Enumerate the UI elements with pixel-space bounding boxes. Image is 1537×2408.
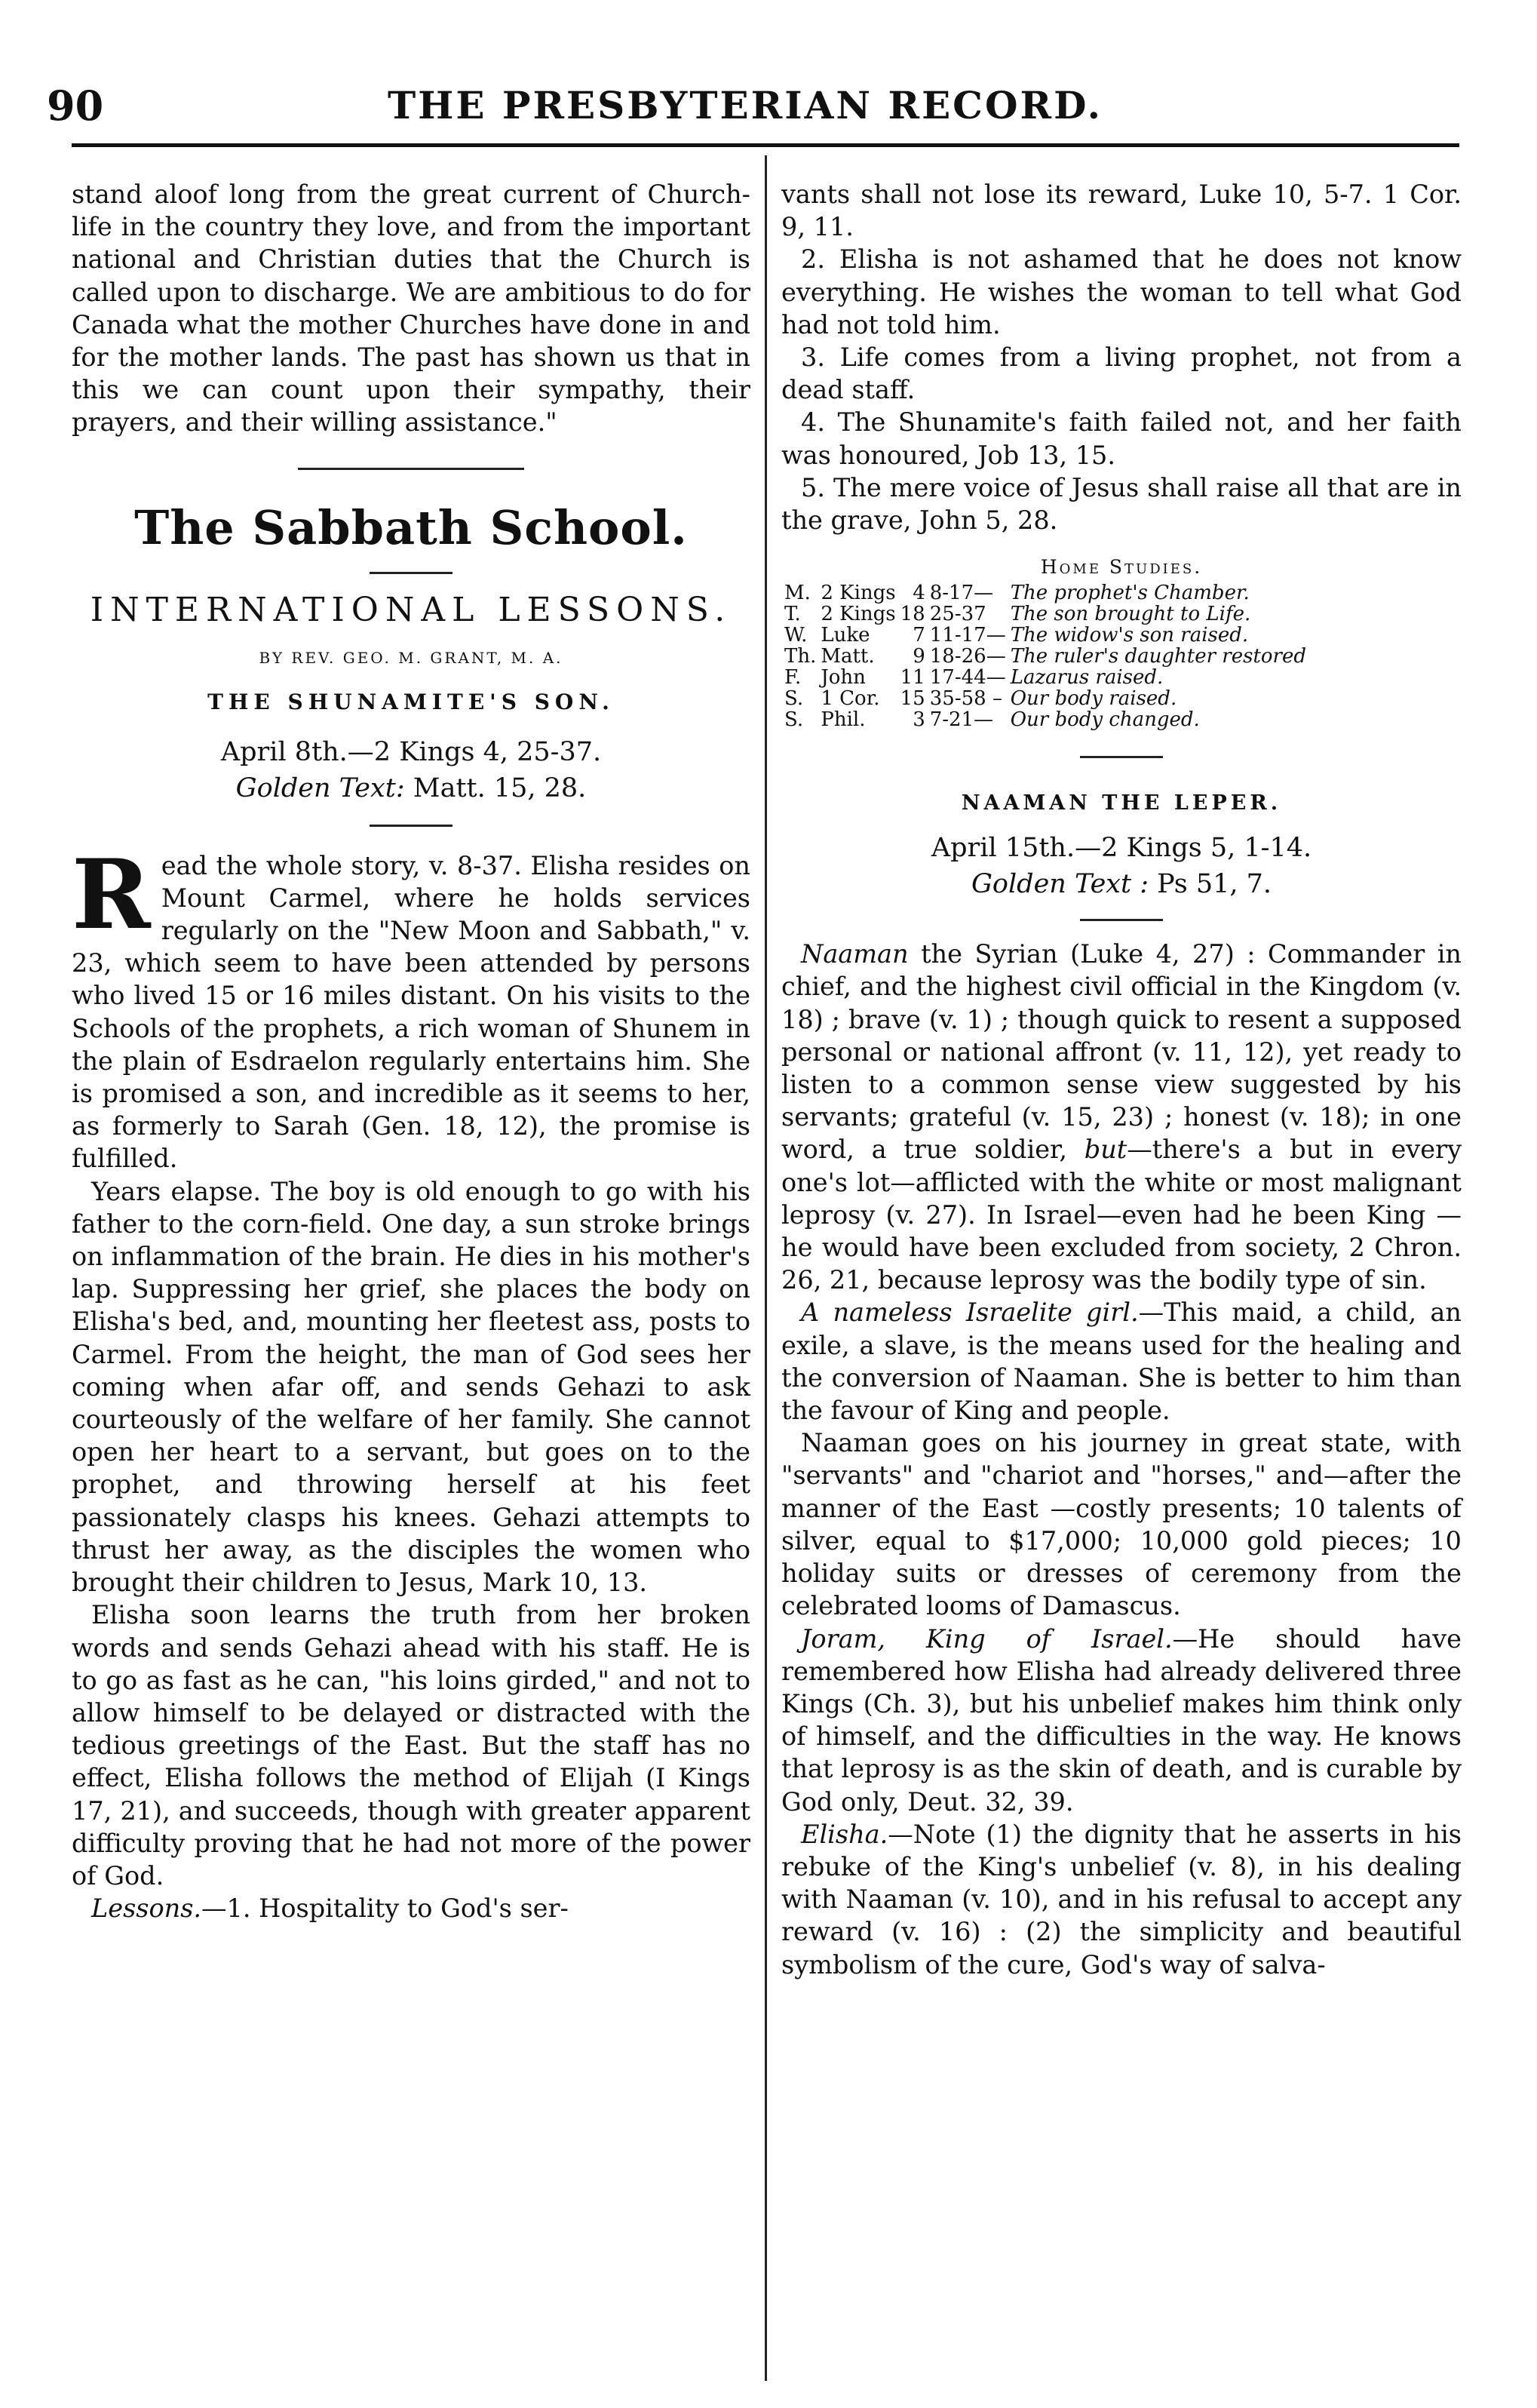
left-column — [72, 178, 750, 1924]
journal-title: THE PRESBYTERIAN RECORD. — [387, 83, 1103, 127]
home-study-day: T. — [784, 603, 801, 626]
paragraph: Elisha soon learns the truth from her broken words and sends Gehazi ahead with his staff. He is to go as fast as he can, "his loins girded," and not to allow himself to be delayed or distracted with the tedious greetings of the East. But the staff has no effect, Elisha follows the method of Elijah (I Kings 17, 21), and succeeds, though with greater apparent difficulty proving that he had not more of the power of God. — [72, 1600, 750, 1890]
home-study-chapter: 4 — [913, 582, 925, 605]
paragraph — [781, 1296, 1462, 1427]
home-study-book: 2 Kings — [821, 603, 896, 626]
home-study-row — [784, 582, 1311, 604]
home-study-row — [784, 604, 1311, 625]
home-study-book: John — [821, 666, 866, 690]
home-study-book: Luke — [821, 624, 870, 647]
right-column — [781, 178, 1462, 1981]
golden-text-ref: Ps 51, 7. — [1157, 869, 1272, 900]
paragraph: ead the whole story, v. 8-37. Elisha resides on Mount Carmel, where he holds services regularly on the "New Moon and Sabbath," v. 23, which seem to have been attended by persons who lived 15 or 16 miles distant. On his visits to the Schools of the prophets, a rich woman of Shunem in the plain of Esdraelon regularly entertains him. She is promised a son, and incredible as it seems to her, as formerly to Sarah (Gen. 18, 12), the promise is fulfilled. — [72, 850, 750, 1174]
home-study-day: F. — [784, 666, 802, 690]
home-study-verses: 8-17— — [929, 582, 994, 605]
lesson-date: April 15th.—2 Kings 5, 1-14. — [931, 833, 1312, 864]
home-study-title: Lazarus raised. — [1010, 666, 1164, 690]
home-study-row — [784, 709, 1311, 730]
paragraph-text: —there's a but in every one's lot—afflicted with the white or most malignant leprosy (v. 27). In Israel—even had he been King —he would have been excluded from society, 2 Chron. 26, 21, because leprosy was the bodily type of sin. — [781, 1135, 1462, 1295]
home-study-day: W. — [784, 624, 808, 647]
section-title: The Sabbath School. — [134, 499, 688, 555]
home-study-chapter: 7 — [913, 624, 925, 647]
paragraph-text: the Syrian (Luke 4, 27) : Commander in chief, and the highest civil official in the Kingdom (v. 18) ; brave (v. 1) ; though quick to resent a supposed personal or national affront (v. 11, 12), yet ready to listen to a common sense view suggested by his servants; grateful (v. 15, 23) ; honest (v. 18); in one word, a true soldier, — [781, 939, 1462, 1165]
home-study-title: Our body changed. — [1010, 708, 1200, 732]
paragraph-text: —This maid, a child, an exile, a slave, is the means used for the healing and the conversion of Naaman. She is better to him than the favour of King and people. — [781, 1298, 1462, 1426]
home-study-title: The son brought to Life. — [1010, 603, 1251, 626]
paragraph: 3. Life comes from a living prophet, not from a dead staff. — [781, 342, 1462, 405]
paragraph: Naaman goes on his journey in great state, with "servants" and "chariot and "horses," and—after the manner of the East —costly presents; 10 talents of silver, equal to $17,000; 10,000 gold pieces; 10 holiday suits or dresses of ceremony from the celebrated looms of Damascus. — [781, 1428, 1462, 1621]
home-study-verses: 17-44— — [929, 666, 1006, 690]
home-study-chapter: 3 — [913, 708, 925, 732]
paragraph — [781, 1818, 1462, 1981]
lessons-label: Lessons. — [91, 1894, 202, 1924]
home-study-day: M. — [784, 582, 811, 605]
international-lessons-heading: INTERNATIONAL LESSONS. — [90, 590, 732, 629]
header-rule — [72, 143, 1459, 147]
drop-cap: R — [72, 838, 151, 951]
home-study-row — [784, 625, 1311, 646]
page-number: 90 — [47, 81, 104, 130]
paragraph-lead: Naaman — [801, 939, 909, 969]
byline: BY REV. GEO. M. GRANT, M. A. — [259, 648, 563, 667]
golden-text — [72, 772, 750, 805]
paragraph: 2. Elisha is not ashamed that he does not know everything. He wishes the woman to tell what God had not told him. — [781, 244, 1462, 339]
paragraph: vants shall not lose its reward, Luke 10, 5-7. 1 Cor. 9, 11. — [781, 180, 1462, 242]
paragraph: 5. The mere voice of Jesus shall raise all that are in the grave, John 5, 28. — [781, 472, 1462, 536]
paragraph-text: —Note (1) the dignity that he asserts in his rebuke of the King's unbelief (v. 8), in his dealing with Naaman (v. 10), and in his refusal to accept any reward (v. 16) : (2) the simplicity and beautiful symbolism of the cure, God's way of salva- — [781, 1819, 1462, 1980]
golden-text-label: Golden Text: — [235, 772, 405, 803]
home-study-chapter: 11 — [900, 666, 925, 690]
home-studies-table — [784, 582, 1311, 730]
emphasis: but — [1084, 1135, 1127, 1165]
paragraph — [781, 1623, 1462, 1818]
paragraph-text: —He should have remembered how Elisha had already delivered three Kings (Ch. 3), but his unbelief makes him think only of himself, and the difficulties in the way. He knows that leprosy is as the skin of death, and is curable by God only, Deut. 32, 39. — [781, 1623, 1462, 1817]
home-study-chapter: 9 — [913, 645, 925, 668]
paragraph-lead: Joram, King of Israel. — [801, 1623, 1173, 1654]
divider-rule — [370, 825, 453, 827]
home-study-book: Phil. — [821, 708, 866, 732]
home-study-title: Our body raised. — [1010, 687, 1177, 711]
paragraph-lead: Elisha. — [801, 1819, 888, 1849]
continued-paragraph: stand aloof long from the great current of Church-life in the country they love, and from the important national and Christian duties that the Church is called upon to discharge. We are ambitious to do for Canada what the mother Churches have done in and for the mother lands. The past has shown us that in this we can count upon their sympathy, their prayers, and their willing assistance." — [72, 180, 750, 438]
home-study-day: S. — [784, 687, 804, 711]
home-study-verses: 18-26— — [929, 645, 1006, 668]
lesson-title: NAAMAN THE LEPER. — [961, 791, 1282, 815]
divider-rule — [370, 572, 453, 574]
home-studies-body — [784, 582, 1311, 730]
home-study-book: 2 Kings — [821, 582, 896, 605]
home-study-row — [784, 667, 1311, 688]
home-study-verses: 35-58 – — [929, 687, 1002, 711]
home-study-title: The prophet's Chamber. — [1010, 582, 1250, 605]
home-study-title: The ruler's daughter restored — [1010, 645, 1307, 668]
golden-text-label: Golden Text : — [971, 869, 1149, 900]
home-study-chapter: 18 — [900, 603, 925, 626]
home-studies-heading: Home Studies. — [1040, 556, 1203, 579]
home-study-book: Matt. — [821, 645, 875, 668]
home-study-chapter: 15 — [900, 687, 925, 711]
home-study-verses: 25-37 — [929, 603, 986, 626]
paragraph: Years elapse. The boy is old enough to go with his father to the corn-field. One day, a sun stroke brings on inflammation of the brain. He dies in his mother's lap. Suppressing her grief, she places the body on Elisha's bed, and, mounting her fleetest ass, posts to Carmel. From the height, the man of God sees her coming when afar off, and sends Gehazi to ask courteously of the welfare of her family. She cannot open her heart to a servant, but goes on to the prophet, and throwing herself at his feet passionately clasps his knees. Gehazi attempts to thrust her away, as the disciples the women who brought their children to Jesus, Mark 10, 13. — [72, 1176, 750, 1598]
paragraph-lead: A nameless Israelite girl. — [801, 1298, 1139, 1328]
home-study-verses: 7-21— — [929, 708, 994, 732]
home-study-verses: 11-17— — [929, 624, 1006, 647]
lesson-title: THE SHUNAMITE'S SON. — [207, 689, 615, 714]
paragraph: 4. The Shunamite's faith failed not, and her faith was honoured, Job 13, 15. — [781, 407, 1462, 470]
golden-text-ref: Matt. 15, 28. — [413, 772, 587, 803]
divider-rule — [298, 468, 524, 470]
column-divider — [765, 155, 767, 2381]
divider-rule — [1080, 756, 1163, 758]
running-head — [44, 78, 1446, 139]
lesson-date: April 8th.—2 Kings 4, 25-37. — [220, 736, 602, 767]
home-study-title: The widow's son raised. — [1010, 624, 1249, 647]
paragraph — [781, 938, 1462, 1296]
home-study-day: S. — [784, 708, 804, 732]
home-study-row — [784, 688, 1311, 709]
golden-text — [781, 868, 1462, 901]
home-study-book: 1 Cor. — [821, 687, 880, 711]
home-study-row — [784, 646, 1311, 667]
lesson-body — [72, 838, 750, 1175]
home-study-day: Th. — [784, 645, 817, 668]
lessons-text: —1. Hospitality to God's ser- — [201, 1894, 569, 1924]
divider-rule — [1080, 919, 1163, 921]
lessons-paragraph — [72, 1892, 750, 1924]
